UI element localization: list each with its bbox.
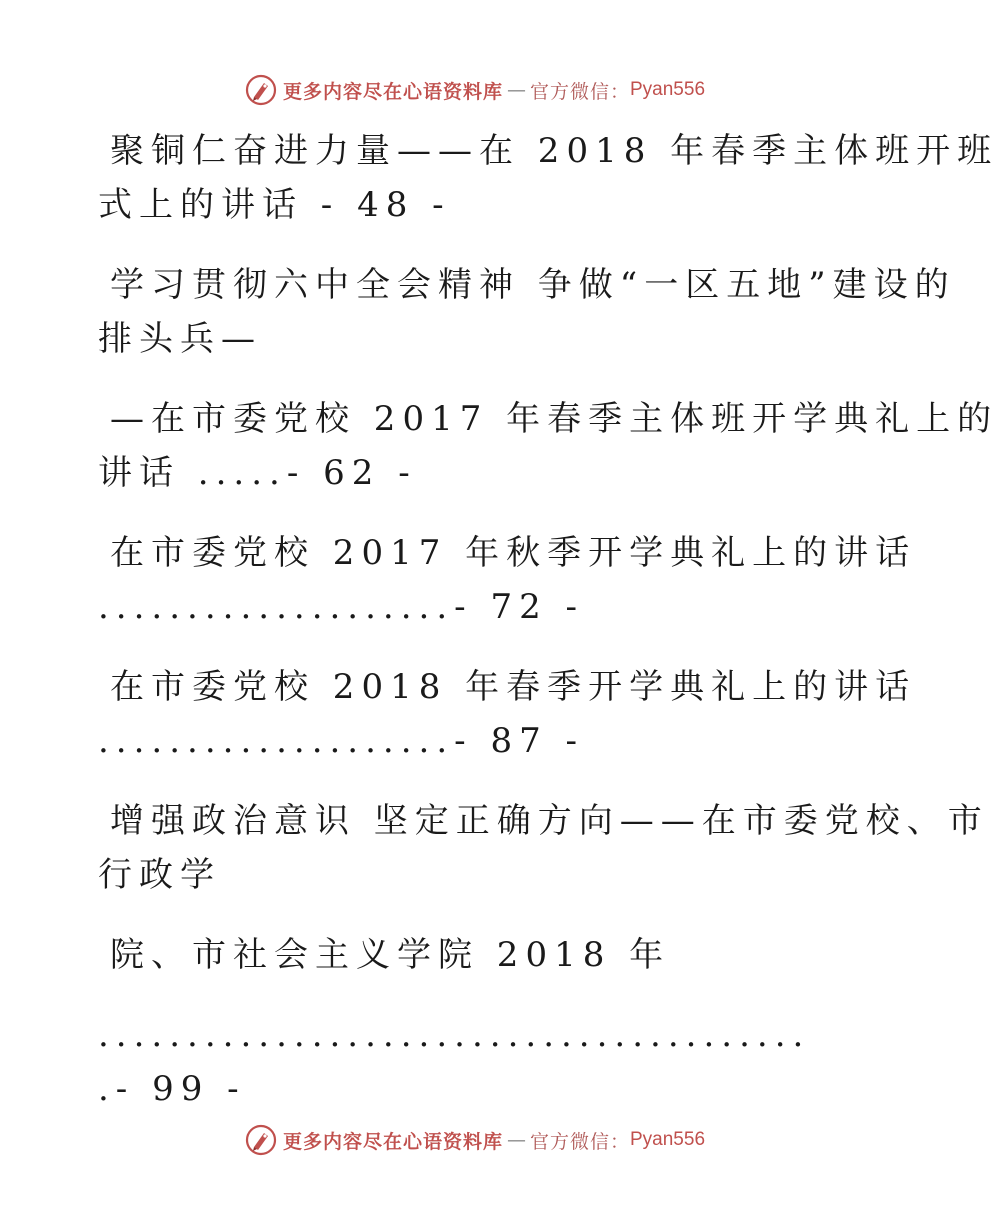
toc-entry-line: 讲话 .....- 62 - [98, 453, 417, 493]
table-of-contents [98, 124, 998, 1116]
toc-entry[interactable] [98, 794, 989, 902]
banner-wechat-label: 官方微信： [529, 1130, 630, 1153]
banner-wechat-id: Pyan556 [630, 1129, 706, 1150]
footer-banner [0, 1120, 950, 1160]
toc-entry-line: .- 99 - [98, 1069, 246, 1109]
toc-entry-line: 行政学 [98, 855, 221, 895]
toc-entry[interactable] [98, 392, 998, 500]
toc-entry-line: 在市委党校 2017 年秋季开学典礼上的讲话 [110, 533, 917, 573]
toc-entry-line: 增强政治意识 坚定正确方向——在市委党校、市 [110, 801, 989, 841]
banner-separator: — [506, 1129, 526, 1151]
pen-logo-icon [245, 74, 277, 106]
toc-entry-line: 学习贯彻六中全会精神 争做“一区五地”建设的 [110, 265, 956, 305]
header-banner [0, 70, 950, 110]
toc-entry[interactable] [98, 928, 858, 1116]
toc-entry[interactable] [98, 660, 917, 768]
pen-logo-icon [245, 1124, 277, 1156]
banner-text: 更多内容尽在心语资料库 [282, 80, 503, 103]
toc-entry-line: 院、市社会主义学院 2018 年 [110, 935, 671, 975]
toc-entry-line: 排头兵— [98, 319, 262, 359]
toc-entry-line: ....................- 72 - [98, 587, 585, 627]
toc-entry-line: —在市委党校 2017 年春季主体班开学典礼上的 [110, 399, 998, 439]
toc-entry-line: ........................................ [98, 1015, 811, 1055]
toc-entry[interactable] [98, 124, 998, 232]
toc-entry-line: 在市委党校 2018 年春季开学典礼上的讲话 [110, 667, 917, 707]
banner-separator: — [506, 79, 526, 101]
banner-text: 更多内容尽在心语资料库 [282, 1130, 503, 1153]
toc-entry-line: ....................- 87 - [98, 721, 585, 761]
toc-entry[interactable] [98, 258, 956, 366]
toc-entry-line: 式上的讲话 - 48 - [98, 185, 451, 225]
toc-entry[interactable] [98, 526, 917, 634]
banner-wechat-label: 官方微信： [529, 80, 630, 103]
banner-wechat-id: Pyan556 [630, 79, 706, 100]
toc-entry-line: 聚铜仁奋进力量——在 2018 年春季主体班开班 [110, 131, 998, 171]
